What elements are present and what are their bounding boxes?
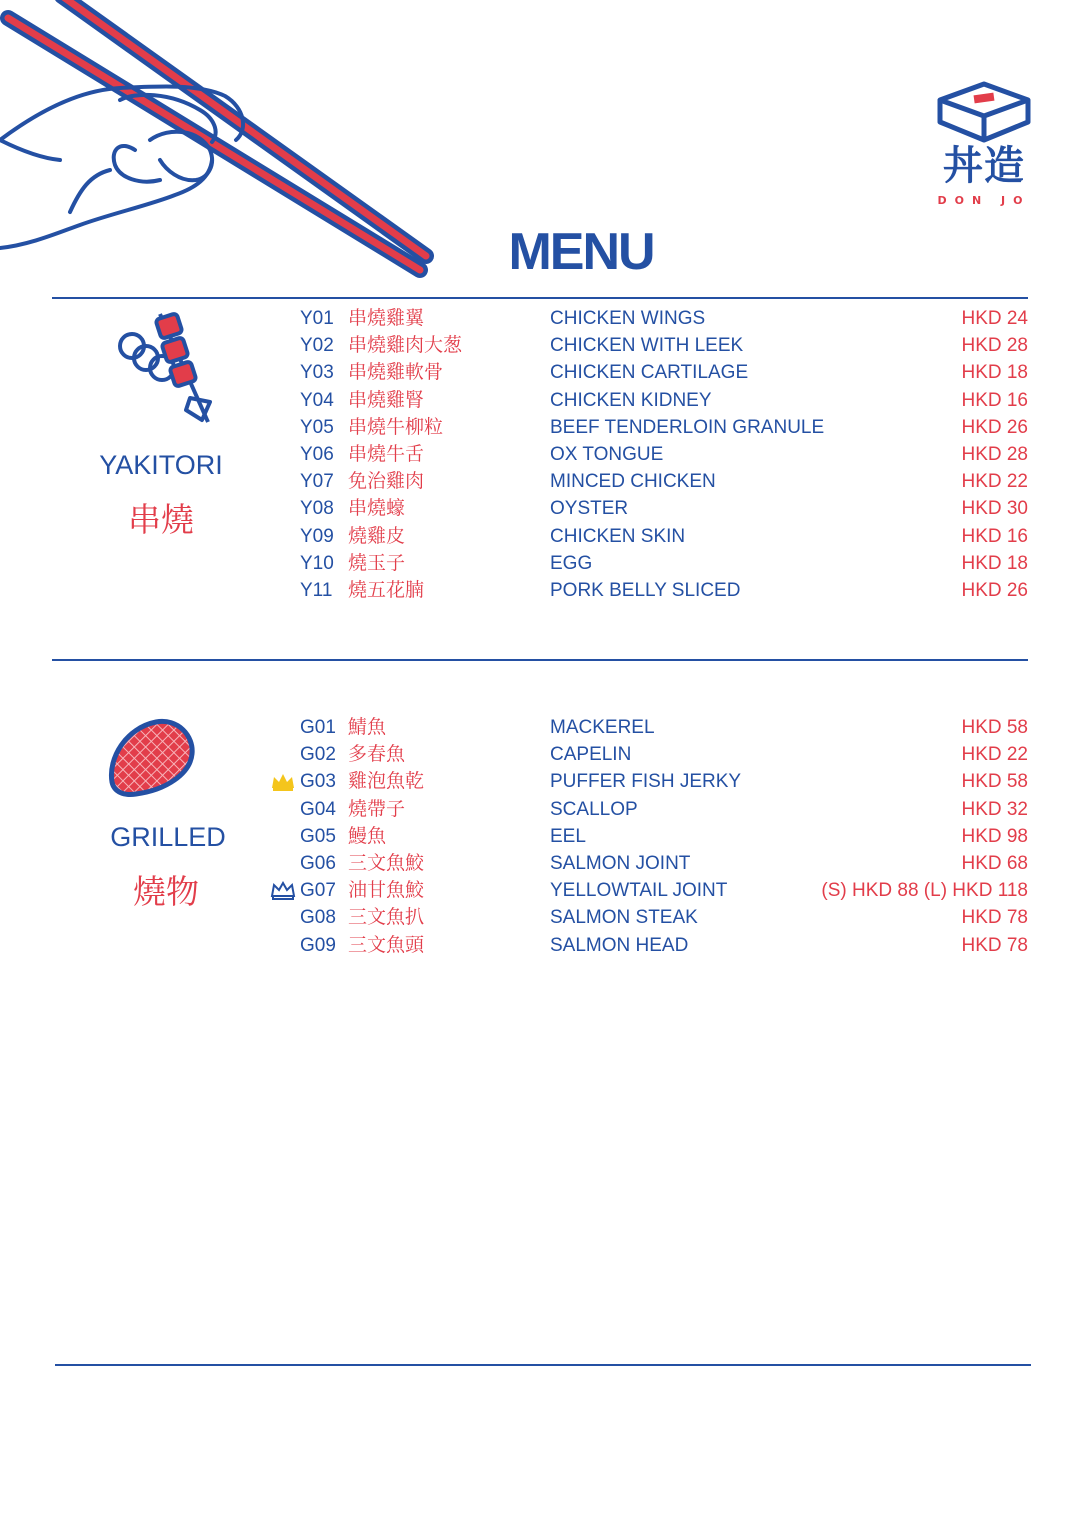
item-price: HKD 30 (961, 498, 1028, 520)
item-name-en: CHICKEN CARTILAGE (550, 362, 749, 384)
item-name-cn: 串燒牛柳粒 (348, 415, 444, 438)
item-name-cn: 串燒雞肉大葱 (348, 334, 463, 357)
item-code: G02 (300, 744, 336, 766)
logo-english-text: DON JO (937, 194, 1031, 207)
divider-middle (52, 659, 1028, 661)
gold-crown-icon (270, 772, 296, 792)
divider-top (52, 297, 1028, 299)
item-name-cn: 串燒牛舌 (348, 443, 425, 465)
item-name-en: MACKEREL (550, 717, 655, 738)
item-price: HKD 32 (961, 798, 1028, 820)
menu-item-row (0, 550, 1080, 577)
item-name-en: SALMON JOINT (550, 853, 691, 874)
item-name-en: OYSTER (550, 498, 629, 520)
item-price: HKD 78 (961, 907, 1028, 929)
item-code: G01 (300, 717, 336, 738)
item-name-cn: 雞泡魚乾 (348, 770, 425, 793)
item-name-en: CHICKEN WITH LEEK (550, 335, 744, 357)
item-name-en: CHICKEN WINGS (550, 308, 706, 329)
item-name-en: BEEF TENDERLOIN GRANULE (550, 416, 825, 438)
item-name-cn: 串燒雞腎 (348, 388, 425, 411)
item-code: Y05 (300, 416, 334, 438)
item-price: HKD 68 (961, 853, 1028, 874)
item-name-cn: 串燒雞軟骨 (348, 361, 444, 384)
menu-item-row (0, 332, 1080, 359)
item-name-en: EGG (550, 552, 593, 574)
item-name-cn: 串燒蠔 (348, 497, 406, 520)
item-name-en: EEL (550, 825, 586, 847)
page-title: MENU (508, 223, 654, 281)
menu-item-row (0, 414, 1080, 441)
item-name-cn: 燒五花腩 (348, 579, 425, 601)
item-price: HKD 28 (961, 444, 1028, 465)
item-code: G05 (300, 825, 336, 847)
menu-item-row (0, 877, 1080, 904)
item-code: Y10 (300, 552, 334, 574)
item-name-cn: 油甘魚鮫 (348, 879, 425, 902)
menu-item-row (0, 495, 1080, 522)
item-name-cn: 多春魚 (348, 743, 406, 766)
item-name-en: YELLOWTAIL JOINT (550, 880, 728, 902)
item-name-en: CHICKEN KIDNEY (550, 389, 712, 411)
section-title-yakitori-cn: 串燒 (128, 500, 194, 539)
section-title-grilled-en: GRILLED (110, 822, 226, 852)
item-name-en: PUFFER FISH JERKY (550, 771, 742, 793)
item-price: HKD 98 (961, 825, 1028, 847)
item-price: HKD 58 (961, 771, 1028, 793)
item-name-en: SCALLOP (550, 798, 638, 820)
item-price: HKD 18 (961, 362, 1028, 384)
item-code: G08 (300, 907, 336, 929)
item-code: Y02 (300, 335, 334, 357)
item-code: Y07 (300, 471, 334, 493)
item-name-cn: 鰻魚 (348, 824, 387, 847)
item-code: Y11 (300, 580, 333, 601)
item-name-en: PORK BELLY SLICED (550, 580, 741, 601)
menu-item-row (0, 796, 1080, 823)
menu-item-row (0, 305, 1080, 332)
item-price: HKD 18 (961, 552, 1028, 574)
menu-item-row (0, 359, 1080, 386)
menu-item-row (0, 714, 1080, 741)
item-price: HKD 22 (961, 471, 1028, 493)
item-name-cn: 三文魚扒 (348, 906, 425, 929)
divider-bottom (55, 1364, 1031, 1366)
section-title-grilled-cn: 燒物 (133, 872, 199, 911)
item-price: HKD 26 (961, 416, 1028, 438)
item-code: G09 (300, 934, 336, 956)
item-name-cn: 鯖魚 (348, 716, 387, 738)
menu-item-row (0, 441, 1080, 468)
item-code: G03 (300, 771, 336, 793)
item-name-en: CHICKEN SKIN (550, 525, 686, 547)
menu-item-row (0, 387, 1080, 414)
item-name-en: CAPELIN (550, 744, 632, 766)
item-name-cn: 串燒雞翼 (348, 307, 425, 329)
item-code: Y03 (300, 362, 334, 384)
section-title-yakitori-en: YAKITORI (99, 450, 223, 480)
item-price: HKD 16 (961, 525, 1028, 547)
item-name-cn: 燒雞皮 (348, 524, 406, 547)
item-name-cn: 燒玉子 (348, 551, 406, 574)
menu-item-row (0, 904, 1080, 931)
logo-chinese-text: 丼造 (943, 143, 1025, 189)
item-name-en: OX TONGUE (550, 444, 664, 465)
item-code: Y01 (300, 308, 334, 329)
item-code: Y04 (300, 389, 334, 411)
item-price: HKD 22 (961, 744, 1028, 766)
menu-item-row (0, 741, 1080, 768)
item-name-en: SALMON STEAK (550, 907, 698, 929)
menu-item-row (0, 523, 1080, 550)
blue-crown-icon (270, 881, 296, 901)
menu-item-row (0, 932, 1080, 959)
item-price: HKD 28 (961, 335, 1028, 357)
item-name-cn: 燒帶子 (348, 797, 406, 820)
item-code: G07 (300, 880, 336, 902)
item-name-en: MINCED CHICKEN (550, 471, 716, 493)
item-price: HKD 26 (961, 580, 1028, 601)
box-logo-icon (930, 78, 1038, 144)
item-code: Y08 (300, 498, 334, 520)
item-name-cn: 三文魚頭 (348, 933, 425, 956)
item-name-en: SALMON HEAD (550, 934, 689, 956)
item-name-cn: 免治雞肉 (348, 470, 425, 493)
menu-item-row (0, 850, 1080, 877)
menu-item-row (0, 468, 1080, 495)
don-jo-logo (930, 78, 1038, 210)
item-code: Y06 (300, 444, 334, 465)
item-code: G04 (300, 798, 336, 820)
menu-item-row (0, 823, 1080, 850)
item-price: HKD 58 (961, 717, 1028, 738)
item-name-cn: 三文魚鮫 (348, 852, 425, 874)
menu-item-row (0, 768, 1080, 795)
item-code: Y09 (300, 525, 334, 547)
item-price: HKD 24 (961, 308, 1028, 329)
item-price: HKD 78 (961, 934, 1028, 956)
item-price: HKD 16 (961, 389, 1028, 411)
menu-item-row (0, 577, 1080, 604)
item-code: G06 (300, 853, 336, 874)
item-price: (S) HKD 88 (L) HKD 118 (821, 880, 1028, 902)
